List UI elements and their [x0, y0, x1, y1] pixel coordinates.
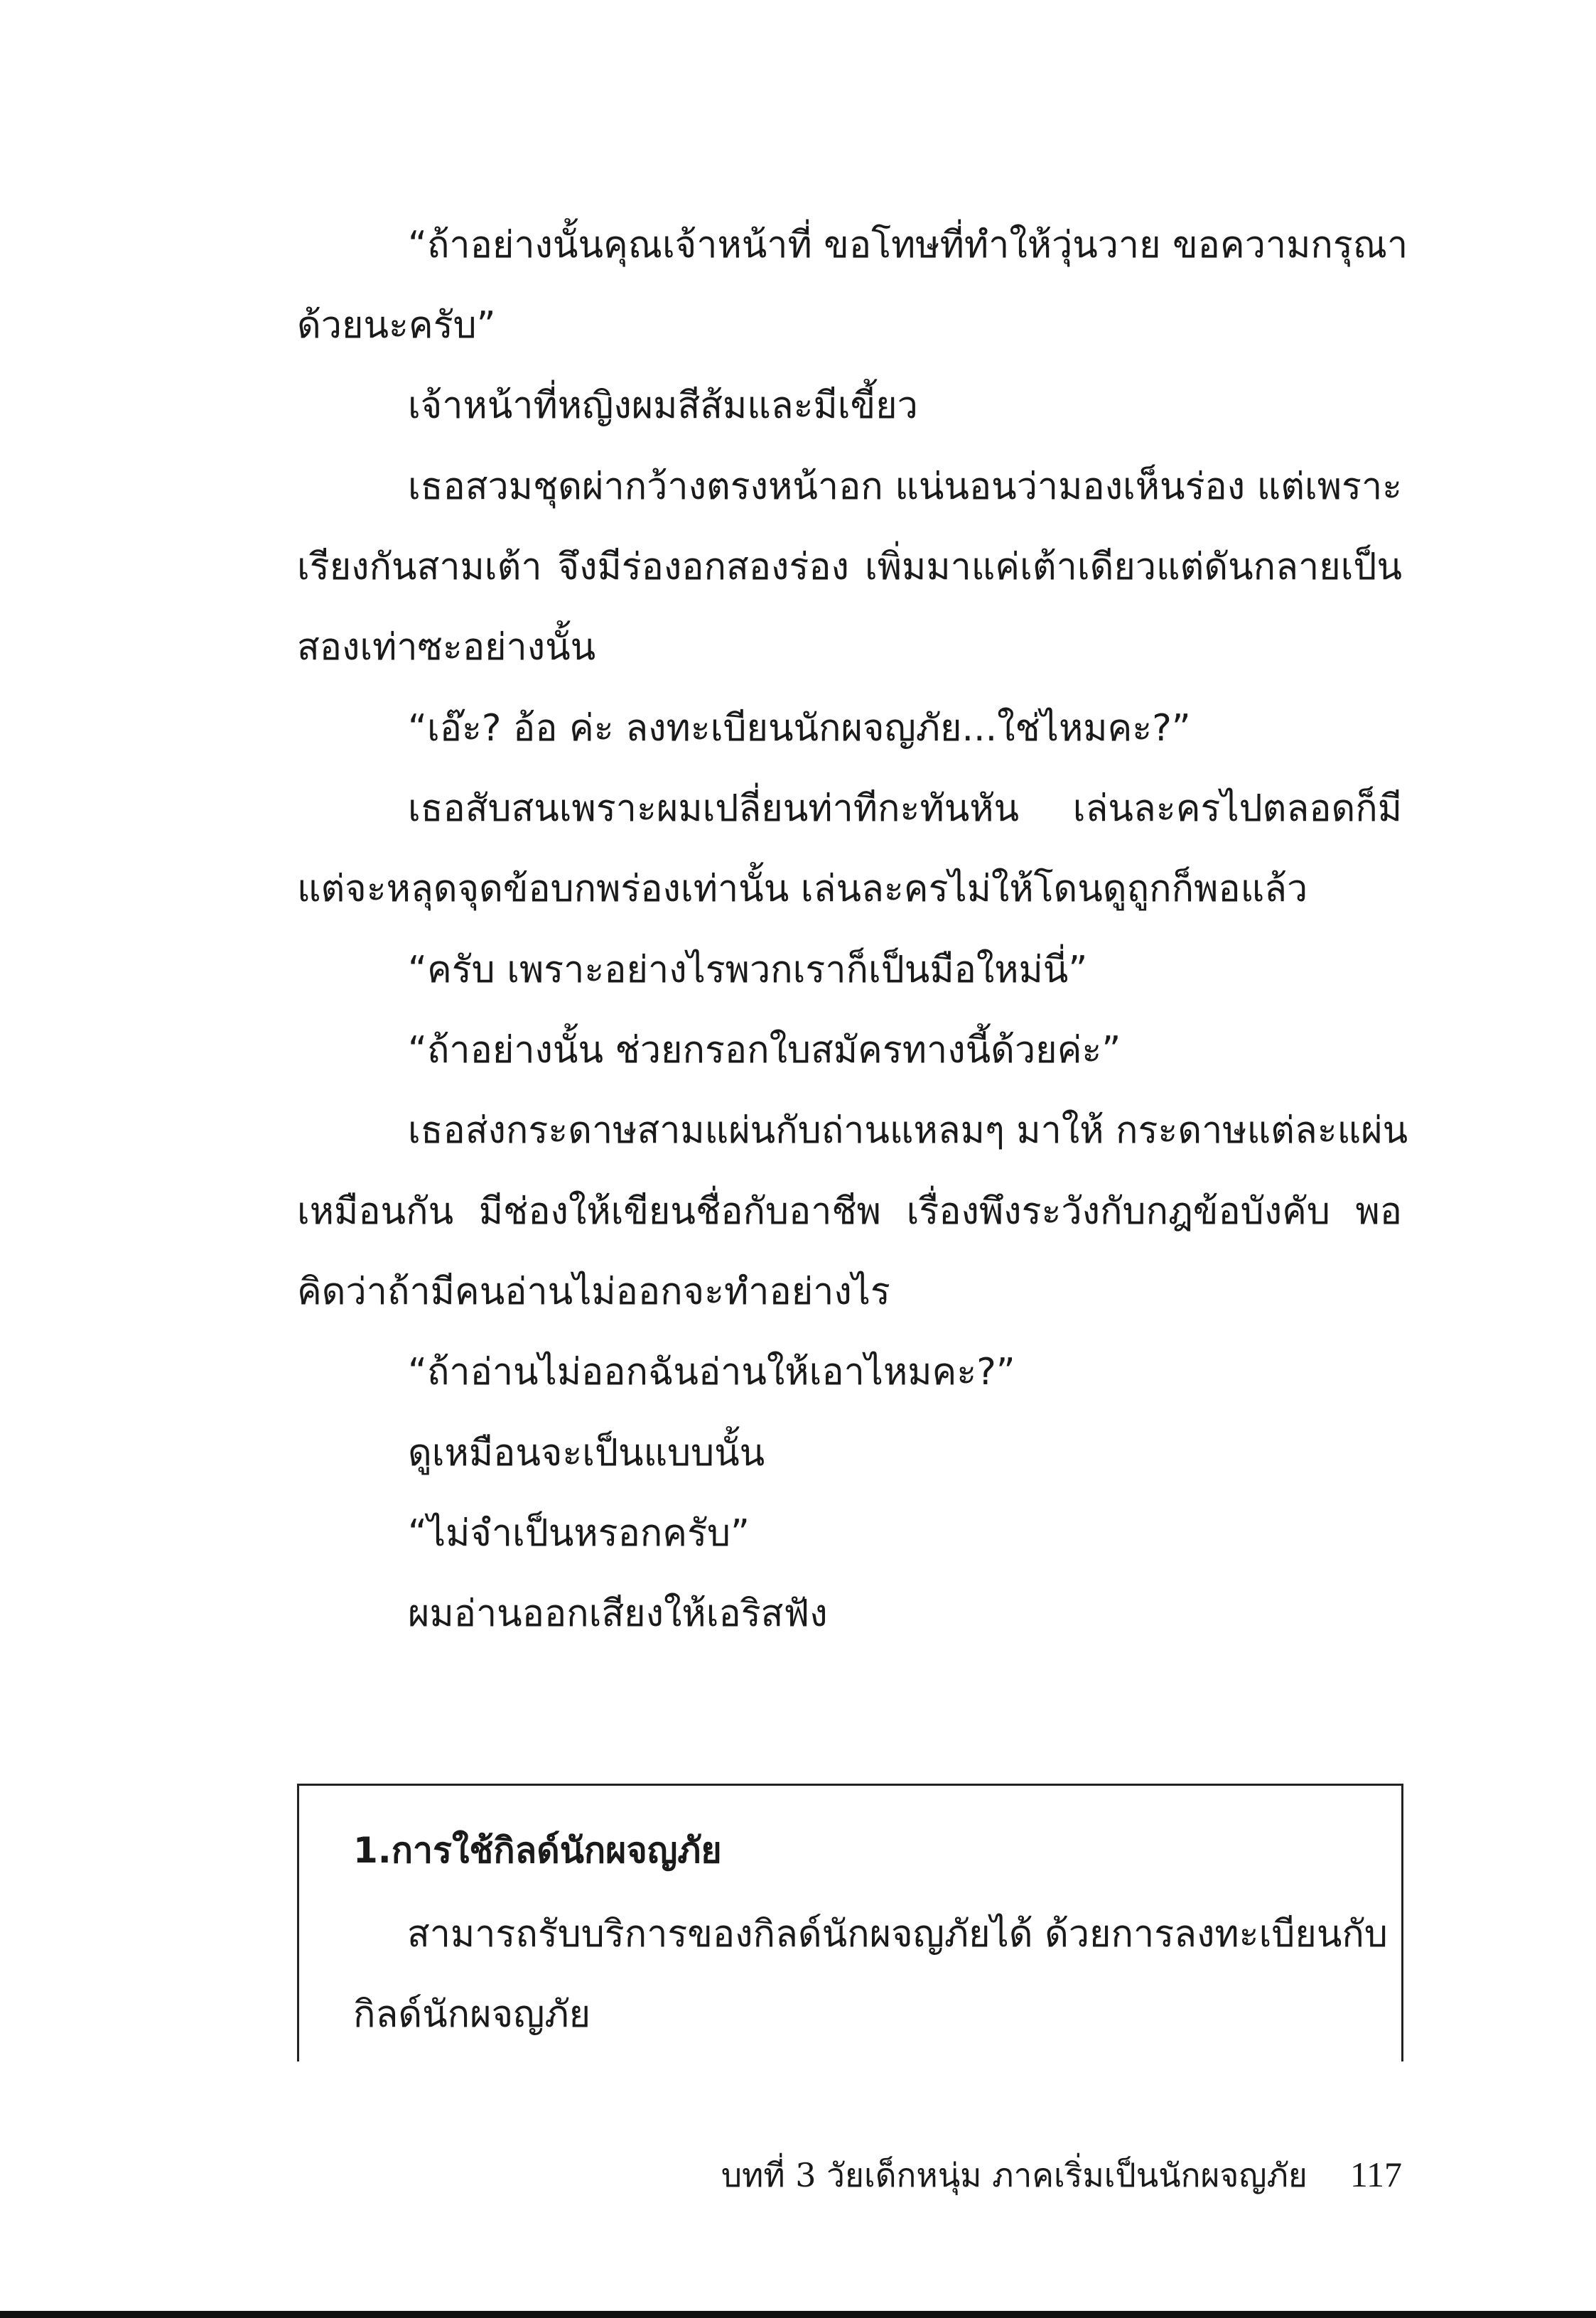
note-box [297, 1784, 1403, 2061]
body-line: เรียงกันสามเต้า จึงมีร่องอกสองร่อง เพิ่มมาแค่เต้าเดียวแต่ดันกลายเป็น [297, 546, 1402, 588]
body-line: “ไม่จำเป็นหรอกครับ” [408, 1512, 750, 1555]
body-line: คิดว่าถ้ามีคนอ่านไม่ออกจะทำอย่างไร [297, 1271, 890, 1313]
note-box-line: สามารถรับบริการของกิลด์นักผจญภัยได้ ด้วยการลงทะเบียนกับ [407, 1913, 1388, 1956]
body-line: สองเท่าซะอย่างนั้น [297, 626, 596, 669]
body-line: “ถ้าอย่างนั้นคุณเจ้าหน้าที่ ขอโทษที่ทำให้วุ่นวาย ขอความกรุณา [408, 224, 1408, 266]
body-line: เธอสับสนเพราะผมเปลี่ยนท่าทีกะทันหัน เล่นละครไปตลอดก็มี [408, 787, 1402, 830]
note-box-line: กิลด์นักผจญภัย [353, 1993, 591, 2036]
body-line: ด้วยนะครับ” [297, 304, 496, 347]
body-line: “เอ๊ะ? อ้อ ค่ะ ลงทะเบียนนักผจญภัย...ใช่ไหมคะ?” [408, 707, 1191, 750]
body-line: เจ้าหน้าที่หญิงผมสีส้มและมีเขี้ยว [408, 384, 918, 427]
body-line: “ครับ เพราะอย่างไรพวกเราก็เป็นมือใหม่นี่” [408, 949, 1088, 991]
bottom-edge-divider [0, 2311, 1596, 2318]
page-footer [297, 2153, 1402, 2196]
chapter-title: บทที่ 3 วัยเด็กหนุ่ม ภาคเริ่มเป็นนักผจญภัย [721, 2156, 1307, 2194]
body-line: เหมือนกัน มีช่องให้เขียนชื่อกับอาชีพ เรื่องพึงระวังกับกฎข้อบังคับ พอ [297, 1190, 1402, 1233]
note-box-title: 1.การใช้กิลด์นักผจญภัย [353, 1830, 722, 1871]
body-line: แต่จะหลุดจุดข้อบกพร่องเท่านั้น เล่นละครไม่ให้โดนดูถูกก็พอแล้ว [297, 868, 1308, 910]
body-line: “ถ้าอย่างนั้น ช่วยกรอกใบสมัครทางนี้ด้วยค่ะ” [408, 1029, 1121, 1072]
body-line: ดูเหมือนจะเป็นแบบนั้น [408, 1432, 765, 1475]
page-number: 117 [1349, 2155, 1402, 2194]
body-line: “ถ้าอ่านไม่ออกฉันอ่านให้เอาไหมคะ?” [408, 1351, 1015, 1394]
body-line: ผมอ่านออกเสียงให้เอริสฟัง [408, 1592, 828, 1635]
body-line: เธอส่งกระดาษสามแผ่นกับถ่านแหลมๆ มาให้ กระดาษแต่ละแผ่น [408, 1109, 1408, 1152]
body-line: เธอสวมชุดผ่ากว้างตรงหน้าอก แน่นอนว่ามองเห็นร่อง แต่เพราะ [408, 465, 1403, 508]
